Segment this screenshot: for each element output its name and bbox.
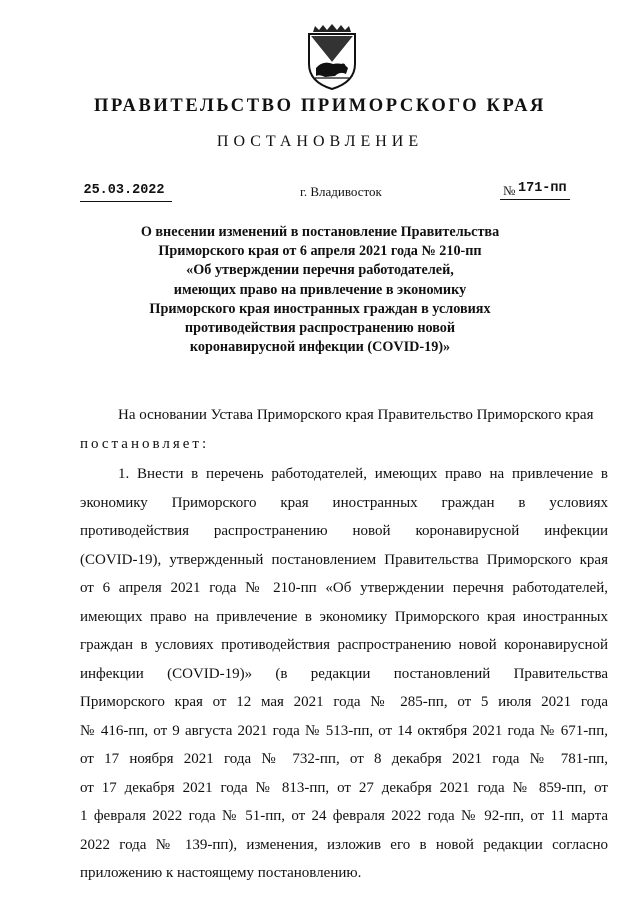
title-line: Приморского края иностранных граждан в условиях xyxy=(149,300,491,317)
title-line: коронавирусной инфекции (COVID-19)» xyxy=(189,339,451,356)
item-line: № 416-пп, от 9 августа 2021 года № 513-пп, от 14 октября 2021 года № 671-пп, xyxy=(80,722,608,739)
item-line: от 17 ноября 2021 года № 732-пп, от 8 декабря 2021 года № 781-пп, xyxy=(80,751,608,767)
document-date: 25.03.2022 xyxy=(83,183,165,198)
item-line: имеющих право на привлечение в экономику Приморского края иностранных xyxy=(80,608,608,625)
title-line: «Об утверждении перечня работодателей, xyxy=(186,262,454,279)
document-type: ПОСТАНОВЛЕНИЕ xyxy=(216,133,424,150)
item-line: 2022 года № 139-пп), изменения, изложив его в новой редакции согласно xyxy=(80,836,608,853)
title-line: О внесении изменений в постановление Правительства xyxy=(140,224,500,240)
coat-of-arms-emblem xyxy=(303,24,361,90)
item-line: инфекции (COVID-19)» (в редакции постановлений Правительства xyxy=(80,665,608,682)
item-line: 1 февраля 2022 года № 51-пп, от 24 февраля 2022 года № 92-пп, от 11 марта xyxy=(80,808,608,824)
number-sign: № xyxy=(503,183,516,198)
item-line: граждан в условиях противодействия распространению новой коронавирусной xyxy=(80,637,608,653)
item-line: от 17 декабря 2021 года № 813-пп, от 27 декабря 2021 года № 859-пп, от xyxy=(80,779,608,796)
item-line: от 6 апреля 2021 года № 210-пп «Об утверждении перечня работодателей, xyxy=(80,580,608,596)
organization-name: ПРАВИТЕЛЬСТВО ПРИМОРСКОГО КРАЯ xyxy=(93,96,546,116)
title-line: имеющих право на привлечение в экономику xyxy=(173,281,467,298)
title-line: противодействия распространению новой xyxy=(184,320,456,337)
preamble xyxy=(80,404,608,461)
city-name: г. Владивосток xyxy=(300,184,382,199)
item-line: противодействия распространению новой коронавирусной инфекции xyxy=(80,523,608,539)
item-line: 1. Внести в перечень работодателей, имеющих право на привлечение в xyxy=(118,466,608,482)
document-title xyxy=(110,223,530,357)
number-underline xyxy=(500,199,570,200)
item-line: Приморского края от 12 мая 2021 года № 285-пп, от 5 июля 2021 года xyxy=(80,694,608,710)
document-number: 171-пп xyxy=(518,181,567,196)
preamble-line: На основании Устава Приморского края Правительство Приморского края xyxy=(118,407,594,423)
item-line: экономику Приморского края иностранных граждан в условиях xyxy=(80,494,608,511)
date-underline xyxy=(80,201,172,202)
title-line: Приморского края от 6 апреля 2021 года № 210-пп xyxy=(158,243,482,260)
item-line-last: приложению к настоящему постановлению. xyxy=(80,865,362,881)
item-line: (COVID-19), утвержденный постановлением Правительства Приморского края xyxy=(80,551,608,568)
preamble-line-resolves: постановляет: xyxy=(80,435,210,452)
item-1-paragraph xyxy=(80,463,608,891)
